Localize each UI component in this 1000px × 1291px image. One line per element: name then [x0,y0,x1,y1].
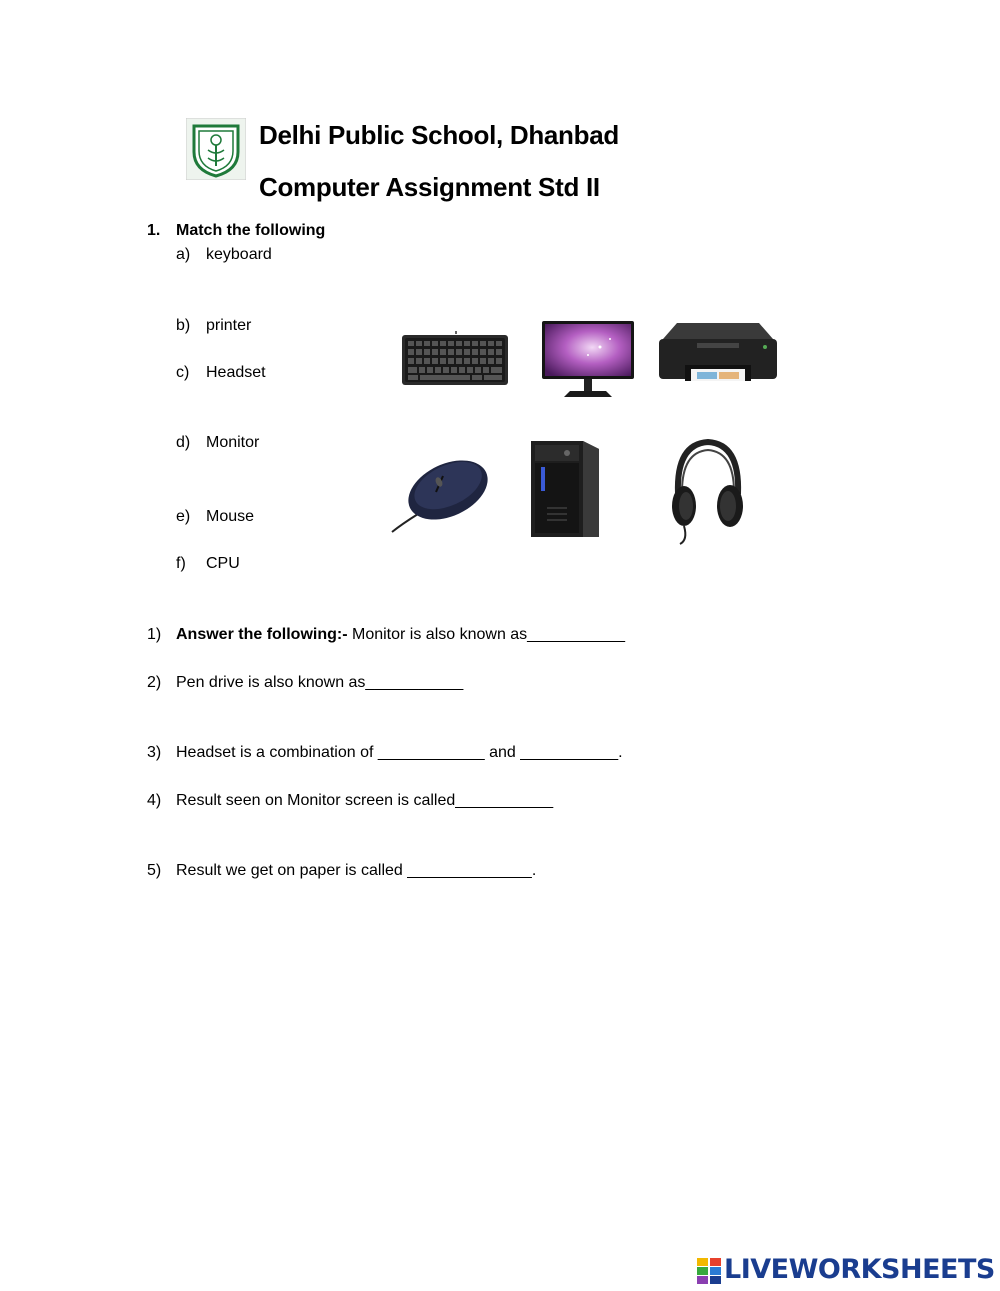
question-text: Result seen on Monitor screen is called___________ [176,792,554,809]
liveworksheets-icon [697,1258,721,1284]
school-name: Delhi Public School, Dhanbad [259,120,619,150]
assignment-title: Computer Assignment Std II [259,172,600,202]
section-heading: Match the following [176,222,326,239]
headphones-image [668,436,748,546]
option-letter: e) [176,508,191,525]
option-letter: a) [176,246,191,263]
question-text: Result we get on paper is called ______________. [176,862,537,879]
question-text: Headset is a combination of ____________ and ___________. [176,744,623,761]
option-letter: d) [176,434,191,451]
question-number: 5) [147,862,162,879]
option-text: CPU [206,555,240,572]
option-text: Monitor [206,434,260,451]
monitor-image [540,319,636,401]
question-body: Monitor is also known as___________ [347,626,626,643]
question-heading: Answer the following:- [176,626,348,643]
cpu-image [527,437,603,539]
school-emblem-logo [186,118,246,180]
question-number: 2) [147,674,162,691]
keyboard-image [400,330,510,388]
option-text: keyboard [206,246,272,263]
option-text: Headset [206,364,266,381]
option-letter: c) [176,364,190,381]
option-letter: b) [176,317,191,334]
option-text: Mouse [206,508,255,525]
question-1-text [176,626,625,644]
liveworksheets-brand[interactable]: LIVEWORKSHEETS [724,1254,995,1285]
question-number: 4) [147,792,162,809]
printer-image [657,321,779,387]
question-number: 1) [147,626,162,643]
mouse-image [388,452,494,536]
question-number: 3) [147,744,162,761]
section-number: 1. [147,222,161,239]
option-letter: f) [176,555,186,572]
question-text: Pen drive is also known as___________ [176,674,464,691]
option-text: printer [206,317,252,334]
